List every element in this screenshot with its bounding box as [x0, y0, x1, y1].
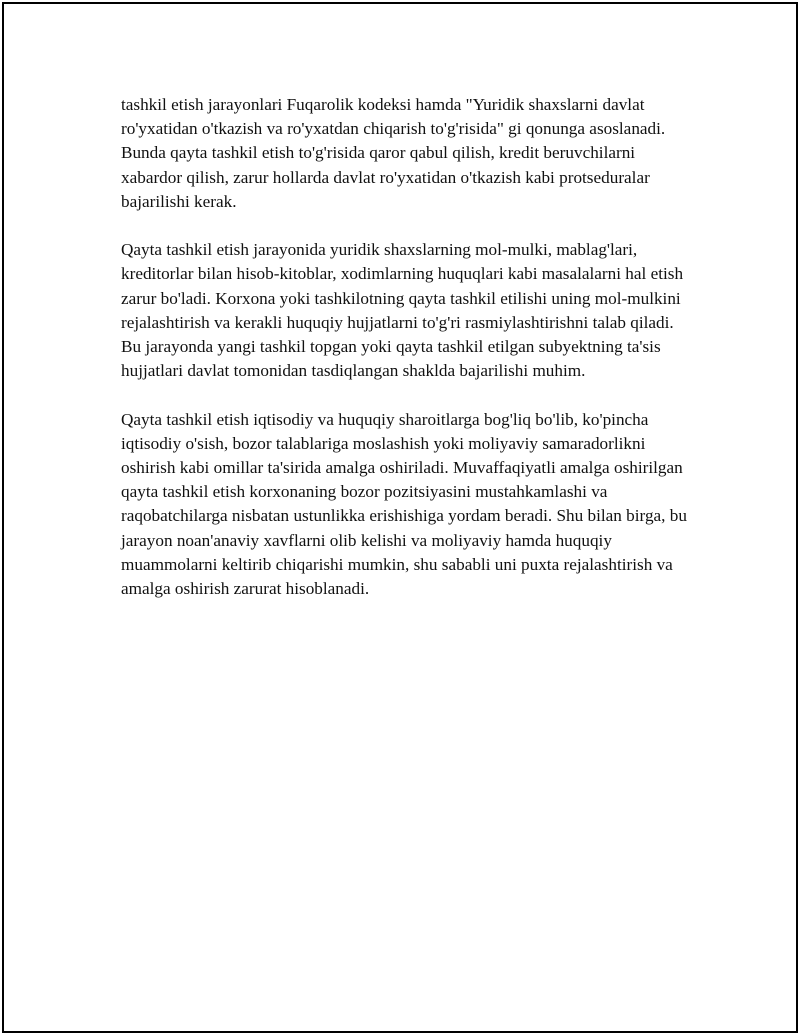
document-page — [2, 2, 798, 1033]
paragraph-2: Qayta tashkil etish jarayonida yuridik shaxslarning mol-mulki, mablag'lari, kreditorlar bilan hisob-kitoblar, xodimlarning huquqlari kabi masalalarni hal etish zarur bo'ladi. Korxona yoki tashkilotning qayta tashkil etilishi uning mol-mulkini rejalashtirish va kerakli huquqiy hujjatlarni to'g'ri rasmiylashtirishni talab qiladi. Bu jarayonda yangi tashkil topgan yoki qayta tashkil etilgan subyektning ta'sis hujjatlari davlat tomonidan tasdiqlangan shaklda bajarilishi muhim. — [121, 240, 684, 381]
paragraph-3: Qayta tashkil etish iqtisodiy va huquqiy sharoitlarga bog'liq bo'lib, ko'pincha iqtisodiy o'sish, bozor talablariga moslashish yoki moliyaviy samaradorlikni oshirish kabi omillar ta'sirida amalga oshiriladi. Muvaffaqiyatli amalga oshirilgan qayta tashkil etish korxonaning bozor pozitsiyasini mustahkamlashi va raqobatchilarga nisbatan ustunlikka erishishiga yordam beradi. Shu bilan birga, bu jarayon noan'anaviy xavflarni olib kelishi va moliyaviy hamda huquqiy muammolarni keltirib chiqarishi mumkin, shu sababli uni puxta rejalashtirish va amalga oshirish zarurat hisoblanadi. — [121, 409, 687, 599]
paragraph-1: tashkil etish jarayonlari Fuqarolik kodeksi hamda "Yuridik shaxslarni davlat ro'yxatidan o'tkazish va ro'yxatdan chiqarish to'g'risida" gi qonunga asoslanadi. Bunda qayta tashkil etish to'g'risida qaror qabul qilish, kredit beruvchilarni xabardor qilish, zarur hollarda davlat ro'yxatidan o'tkazish kabi protseduralar bajarilishi kerak. — [121, 95, 666, 211]
document-body — [121, 93, 691, 625]
